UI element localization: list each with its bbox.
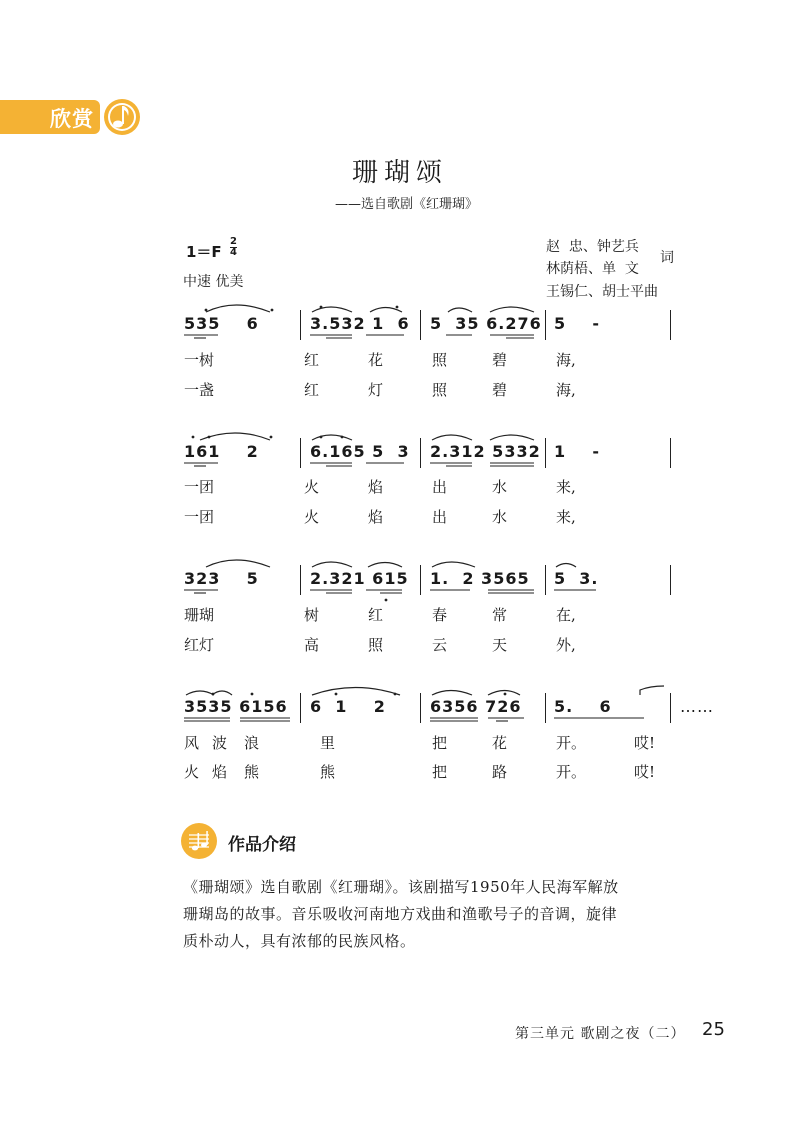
lyric: 风 — [184, 734, 200, 752]
measure: 535 6 — [184, 314, 259, 333]
lyric: 一树 — [184, 351, 215, 369]
lyric: 开。 — [556, 734, 587, 752]
lyric: 碧 — [492, 351, 508, 369]
lyric: 照 — [432, 351, 448, 369]
lyric: 开。 — [556, 763, 587, 781]
lyric: 珊瑚 — [184, 606, 215, 624]
lyric: 红 — [304, 381, 320, 399]
music-score-icon — [180, 822, 218, 860]
lyric: 在, — [556, 606, 576, 624]
lyric: 里 — [320, 734, 336, 752]
lyricist-role: 词 — [660, 250, 674, 266]
measure: 2.321 615 — [310, 569, 409, 588]
lyric: 海, — [556, 381, 576, 399]
tempo-marking: 中速 优美 — [183, 274, 244, 290]
measure: 323 5 — [184, 569, 259, 588]
time-signature-top: 2 — [230, 236, 237, 247]
lyric: 一盏 — [184, 381, 215, 399]
lyric: 熊 — [320, 763, 336, 781]
measure: 6356 726 — [430, 697, 522, 716]
lyric: 焰 — [212, 763, 228, 781]
measure: 5 3. — [554, 569, 599, 588]
lyric: 焰 — [368, 508, 384, 526]
lyric: 把 — [432, 763, 448, 781]
lyric: 天 — [492, 636, 508, 654]
lyricists-line-1: 赵 忠、钟艺兵 — [546, 239, 639, 255]
lyric: 花 — [492, 734, 508, 752]
lyric: 高 — [304, 636, 320, 654]
intro-line-3: 质朴动人，具有浓郁的民族风格。 — [183, 932, 416, 950]
intro-line-2: 珊瑚岛的故事。音乐吸收河南地方戏曲和渔歌号子的音调，旋律 — [183, 905, 618, 923]
footer-unit-title: 第三单元 歌剧之夜（二） — [515, 1026, 686, 1042]
lyric: 海, — [556, 351, 576, 369]
lyric: 水 — [492, 478, 508, 496]
song-title: 珊瑚颂 — [351, 158, 448, 188]
lyric: 出 — [432, 478, 448, 496]
section-tab-label: 欣赏 — [50, 107, 94, 131]
lyric: 春 — [432, 606, 448, 624]
measure: 5. 6 — [554, 697, 612, 716]
lyric: 波 — [212, 734, 228, 752]
lyric: 照 — [432, 381, 448, 399]
lyric: 路 — [492, 763, 508, 781]
lyric: 树 — [304, 606, 320, 624]
lyric: 火 — [304, 478, 320, 496]
song-subtitle: ——选自歌剧《红珊瑚》 — [335, 197, 479, 212]
lyric: 照 — [368, 636, 384, 654]
measure: 5 - — [554, 314, 601, 333]
lyric: 把 — [432, 734, 448, 752]
measure: 6 1 2 — [310, 697, 386, 716]
measure: 6.165 5 3 — [310, 442, 410, 461]
lyric: 红灯 — [184, 636, 215, 654]
key-signature: 1＝F — [186, 243, 222, 261]
measure: 2.312 5332 — [430, 442, 541, 461]
lyric: 火 — [184, 763, 200, 781]
intro-heading: 作品介绍 — [228, 835, 296, 855]
lyric: 花 — [368, 351, 384, 369]
intro-line-1: 《珊瑚颂》选自歌剧《红珊瑚》。该剧描写1950年人民海军解放 — [183, 878, 619, 896]
lyric: 出 — [432, 508, 448, 526]
lyric: 来, — [556, 508, 576, 526]
lyric: 灯 — [368, 381, 384, 399]
lyricists-line-2: 林荫梧、单 文 — [546, 261, 639, 277]
lyric: 碧 — [492, 381, 508, 399]
measure: 3.532 1 6 — [310, 314, 410, 333]
lyric: 火 — [304, 508, 320, 526]
lyric: 外, — [556, 636, 576, 654]
lyric: 哎! — [634, 763, 656, 781]
lyric: 常 — [492, 606, 508, 624]
lyric: 红 — [368, 606, 384, 624]
lyric: 哎! — [634, 734, 656, 752]
lyric: 来, — [556, 478, 576, 496]
lyric: 一团 — [184, 478, 215, 496]
composers: 王锡仁、胡士平曲 — [546, 284, 658, 300]
lyric: 云 — [432, 636, 448, 654]
lyric: 焰 — [368, 478, 384, 496]
lyric: 红 — [304, 351, 320, 369]
measure: 5 35 6.276 — [430, 314, 542, 333]
lyric: 熊 — [244, 763, 260, 781]
lyric: 水 — [492, 508, 508, 526]
measure: 1 - — [554, 442, 601, 461]
continuation-dots: …… — [680, 697, 714, 716]
lyric: 一团 — [184, 508, 215, 526]
measure: 1. 2 3565 — [430, 569, 530, 588]
page-number: 25 — [702, 1019, 725, 1040]
time-signature-bottom: 4 — [230, 247, 237, 258]
measure: 3535 6156 — [184, 697, 288, 716]
measure: 161 2 — [184, 442, 259, 461]
lyric: 浪 — [244, 734, 260, 752]
